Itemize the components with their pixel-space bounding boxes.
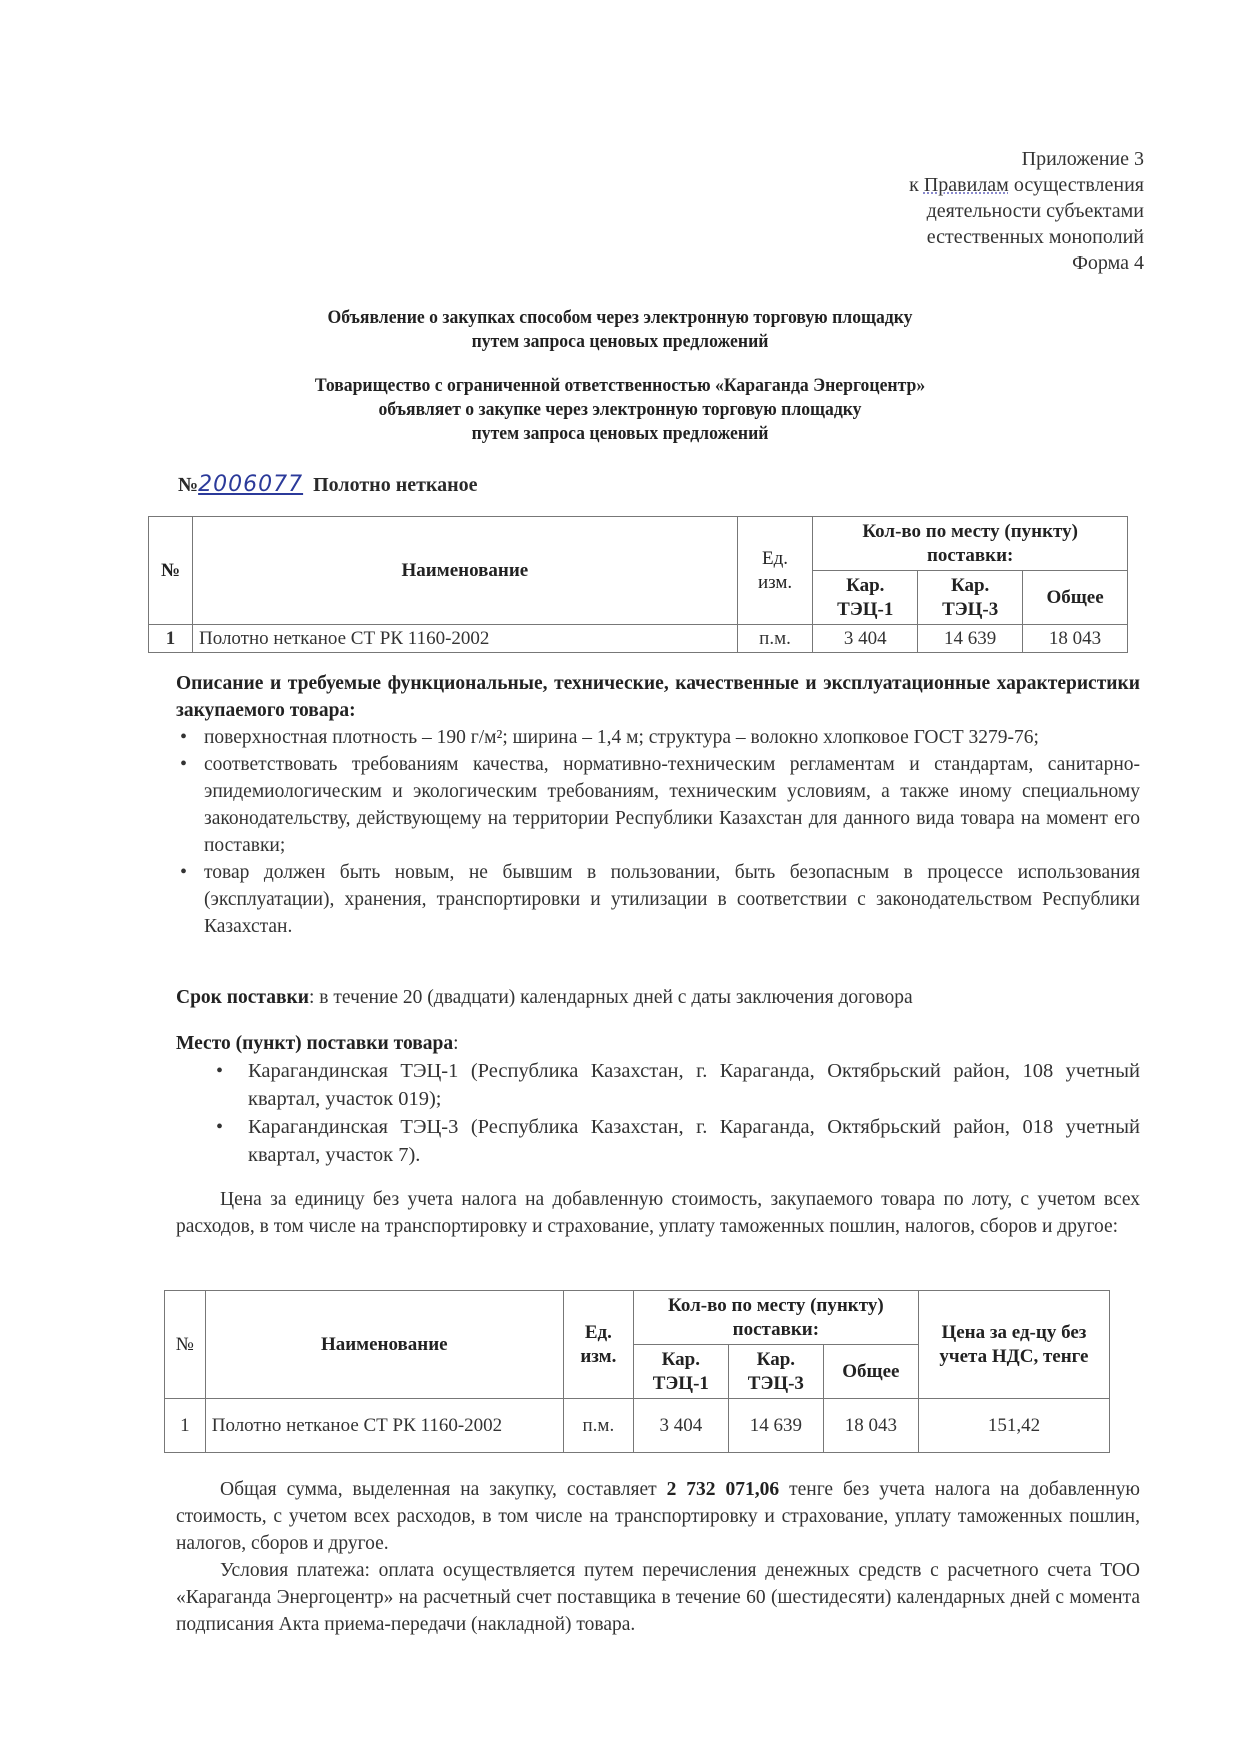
description-heading: Описание и требуемые функциональные, технические, качественные и эксплуатационные характеристики закупаемого товара: [176,673,1140,721]
appendix-line3: деятельности субъектами [926,200,1144,222]
col-qty-group: Кол-во по месту (пункту) поставки: [813,517,1128,571]
col-tec1: Кар. ТЭЦ-1 [633,1345,728,1399]
col-tec3: Кар. ТЭЦ-3 [918,571,1023,625]
col-tec1: Кар. ТЭЦ-1 [813,571,918,625]
list-item: • поверхностная плотность – 190 г/м²; ширина – 1,4 м; структура – волокно хлопковое ГОСТ 3279-76; [176,724,1140,751]
rules-link[interactable]: Правилам [923,174,1009,196]
price-table [164,1290,1110,1453]
list-item: • товар должен быть новым, не бывшим в пользовании, быть безопасным в процессе использования (эксплуатации), хранения, транспортировки и утилизации в соответствии с законодательством Республики Казахстан. [176,859,1140,940]
col-tec3: Кар. ТЭЦ-3 [728,1345,823,1399]
handwritten-lot-number: 2006077 [198,472,304,497]
cell-num: 1 [149,625,193,653]
delivery-place-label: Место (пункт) поставки товара [176,1033,454,1054]
table-row [165,1399,1110,1453]
delivery-place-list [176,1057,1140,1169]
col-price: Цена за ед-цу без учета НДС, тенге [918,1291,1109,1399]
description-section [176,670,1140,940]
subtitle-line-3: путем запроса ценовых предложений [471,423,769,444]
appendix-header [909,146,1144,276]
col-qty-group: Кол-во по месту (пункту) поставки: [633,1291,918,1345]
cell-price: 151,42 [918,1399,1109,1453]
list-item: • Карагандинская ТЭЦ-3 (Республика Казахстан, г. Караганда, Октябрьский район, 018 учетный квартал, участок 7). [176,1113,1140,1169]
cell-total: 18 043 [823,1399,918,1453]
number-sign: № [178,474,199,496]
col-total: Общее [1023,571,1128,625]
cell-num: 1 [165,1399,206,1453]
col-unit: Ед. изм. [563,1291,633,1399]
colon: : [453,1033,459,1054]
appendix-rest: осуществления [1008,174,1144,196]
total-sum-after: тенге без учета налога на добавленную стоимость, с учетом всех расходов, в том числе на транспортировку и страхование, уплату таможенных пошлин, налогов, сборов и другое. [176,1479,1140,1554]
lot-heading [178,472,478,497]
appendix-prefix: к [909,174,924,196]
cell-total: 18 043 [1023,625,1128,653]
cell-tec3: 14 639 [918,625,1023,653]
appendix-number: Приложение 3 [1021,148,1144,170]
form-number: Форма 4 [1072,252,1144,274]
col-name: Наименование [192,517,737,625]
col-num: № [149,517,193,625]
appendix-rules-line [909,172,1144,198]
total-sum-amount: 2 732 071,06 [666,1479,780,1500]
announcement-title [183,306,1057,354]
lot-name: Полотно нетканое [313,474,478,496]
col-unit: Ед. изм. [737,517,813,625]
title-line-2: путем запроса ценовых предложений [471,331,769,352]
payment-terms: Условия платежа: оплата осуществляется путем перечисления денежных средств с расчетного счета ТОО «Караганда Энергоцентр» на расчетный счет поставщика в течение 60 (шестидесяти) календарных дней с момента подписания Акта приема-передачи (накладной) товара. [176,1560,1140,1635]
cell-unit: п.м. [737,625,813,653]
price-intro: Цена за единицу без учета налога на добавленную стоимость, закупаемого товара по лоту, с учетом всех расходов, в том числе на транспортировку и страхование, уплату таможенных пошлин, налогов, сборов и другое: [176,1189,1140,1237]
title-line-1: Объявление о закупках способом через электронную торговую площадку [327,307,913,328]
cell-tec1: 3 404 [633,1399,728,1453]
quantity-table [148,516,1128,653]
cell-tec3: 14 639 [728,1399,823,1453]
cell-unit: п.м. [563,1399,633,1453]
subtitle-line-2: объявляет о закупке через электронную торговую площадку [378,399,862,420]
delivery-term-label: Срок поставки [176,987,309,1008]
list-item: • Карагандинская ТЭЦ-1 (Республика Казахстан, г. Караганда, Октябрьский район, 108 учетный квартал, участок 019); [176,1057,1140,1113]
cell-name: Полотно нетканое СТ РК 1160-2002 [205,1399,563,1453]
total-sum-paragraph [176,1476,1140,1557]
company-announcement [183,374,1057,446]
col-name: Наименование [205,1291,563,1399]
total-sum-before: Общая сумма, выделенная на закупку, составляет [220,1479,667,1500]
col-total: Общее [823,1345,918,1399]
table-row [149,625,1128,653]
cell-name: Полотно нетканое СТ РК 1160-2002 [192,625,737,653]
list-item: • соответствовать требованиям качества, нормативно-техническим регламентам и стандартам, санитарно-эпидемиологическим и экологическим требованиям, техническим условиям, а также иному специальному законодательству, действующему на территории Республики Казахстан для данного вида товара на момент его поставки; [176,751,1140,859]
cell-tec1: 3 404 [813,625,918,653]
delivery-term [176,984,1140,1011]
delivery-term-text: : в течение 20 (двадцати) календарных дней с даты заключения договора [309,987,913,1008]
description-list [176,724,1140,940]
appendix-line4: естественных монополий [926,226,1144,248]
subtitle-line-1: Товарищество с ограниченной ответственностью «Караганда Энергоцентр» [314,375,926,396]
delivery-place [176,1030,1140,1169]
col-num: № [165,1291,206,1399]
